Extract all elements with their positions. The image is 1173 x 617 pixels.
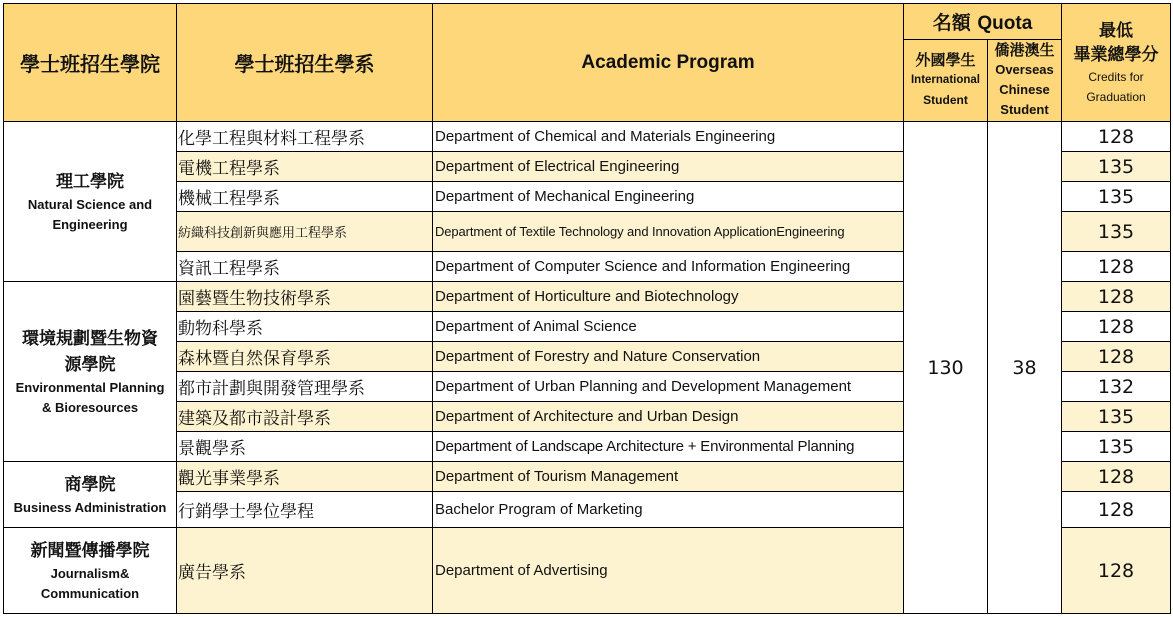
header-department: 學士班招生學系 [177,4,433,122]
header-credits-zh-2: 畢業總學分 [1073,44,1159,65]
header-credits-en-2: Graduation [1086,89,1146,104]
program-cell: Bachelor Program of Marketing [433,492,904,528]
header-quota [904,4,1062,40]
credits-cell: 128 [1062,312,1171,342]
college-en: Communication [40,585,140,601]
admissions-table [3,3,1171,614]
department-cell: 行銷學士學位學程 [177,492,433,528]
quota-overseas: 38 [988,122,1062,614]
program-cell: Department of Mechanical Engineering [433,182,904,212]
header-international-en-2: Student [923,93,968,107]
credits-cell: 135 [1062,402,1171,432]
program-cell: Department of Tourism Management [433,462,904,492]
program-cell: Department of Chemical and Materials Engineering [433,122,904,152]
header-overseas-zh: 僑港澳生 [994,41,1055,59]
header-college: 學士班招生學院 [4,4,177,122]
department-cell: 建築及都市設計學系 [177,402,433,432]
department-cell: 森林暨自然保育學系 [177,342,433,372]
credits-cell: 135 [1062,182,1171,212]
program-cell: Department of Electrical Engineering [433,152,904,182]
credits-cell: 128 [1062,252,1171,282]
department-cell: 機械工程學系 [177,182,433,212]
department-cell: 都市計劃與開發管理學系 [177,372,433,402]
program-cell: Department of Forestry and Nature Conservation [433,342,904,372]
college-business [4,462,177,528]
college-zh: 理工學院 [56,171,124,192]
program-cell: Department of Advertising [433,528,904,614]
credits-cell: 128 [1062,462,1171,492]
department-cell: 園藝暨生物技術學系 [177,282,433,312]
header-quota-zh: 名額 [932,12,971,34]
credits-cell: 135 [1062,432,1171,462]
credits-cell: 135 [1062,212,1171,252]
department-cell: 景觀學系 [177,432,433,462]
header-credits [1062,4,1171,122]
department-cell: 電機工程學系 [177,152,433,182]
college-en: Business Administration [13,499,167,515]
college-zh: 商學院 [64,474,116,495]
department-cell: 觀光事業學系 [177,462,433,492]
credits-cell: 128 [1062,342,1171,372]
credits-cell: 128 [1062,528,1171,614]
college-en: & Bioresources [41,399,139,415]
college-en: Natural Science and [27,196,153,212]
header-international-zh: 外國學生 [915,51,976,69]
credits-cell: 135 [1062,152,1171,182]
college-en: Engineering [52,216,128,232]
program-cell: Department of Textile Technology and Innovation ApplicationEngineering [433,212,904,252]
header-international [904,40,988,122]
program-cell: Department of Animal Science [433,312,904,342]
credits-cell: 128 [1062,492,1171,528]
header-program: Academic Program [433,4,904,122]
program-cell: Department of Architecture and Urban Design [433,402,904,432]
department-cell: 紡織科技創新與應用工程學系 [177,212,433,252]
department-cell: 廣告學系 [177,528,433,614]
program-cell: Department of Horticulture and Biotechnology [433,282,904,312]
credits-cell: 128 [1062,122,1171,152]
header-credits-zh-1: 最低 [1099,20,1133,41]
college-en: Journalism& [50,565,130,581]
department-cell: 資訊工程學系 [177,252,433,282]
header-credits-en-1: Credits for [1088,69,1144,84]
college-engineering [4,122,177,282]
college-zh: 環境規劃暨生物資 [22,328,158,349]
credits-cell: 132 [1062,372,1171,402]
department-cell: 化學工程與材料工程學系 [177,122,433,152]
credits-cell: 128 [1062,282,1171,312]
header-international-en-1: International [910,74,980,86]
header-overseas-en-3: Student [1000,102,1049,117]
program-cell: Department of Urban Planning and Development Management [433,372,904,402]
header-overseas-en-1: Overseas [995,62,1054,77]
program-cell: Department of Computer Science and Information Engineering [433,252,904,282]
header-overseas-en-2: Chinese [999,82,1050,97]
college-en: Environmental Planning [15,379,165,395]
college-zh: 新聞暨傳播學院 [30,540,150,561]
college-journalism [4,528,177,614]
quota-international: 130 [904,122,988,614]
college-zh: 源學院 [64,354,116,375]
college-environmental [4,282,177,462]
header-quota-en: Quota [977,13,1033,34]
program-cell: Department of Landscape Architecture + Environmental Planning [433,432,904,462]
department-cell: 動物科學系 [177,312,433,342]
header-overseas [988,40,1062,122]
